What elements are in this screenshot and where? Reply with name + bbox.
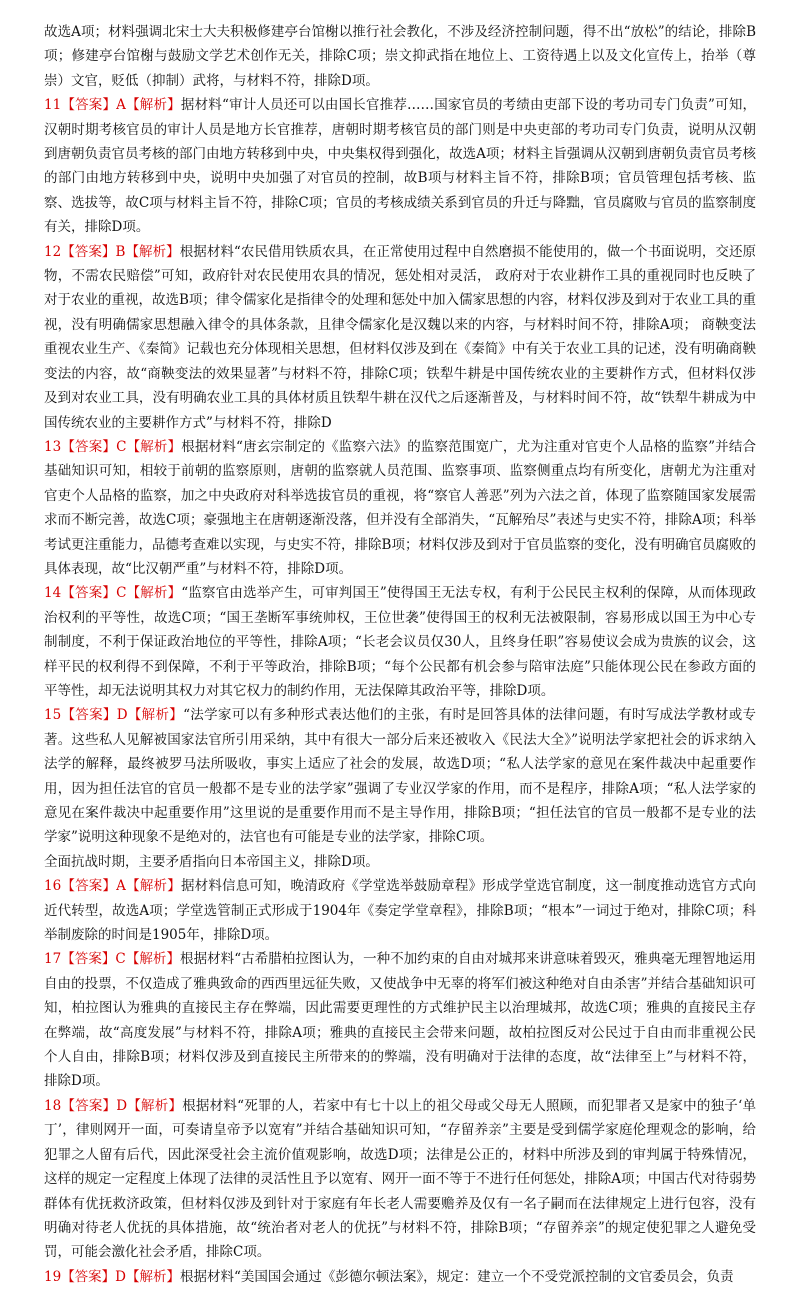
answer-text-block: [44, 850, 756, 874]
question-number: 18: [44, 1097, 62, 1114]
analysis-label: 【解析】: [127, 707, 184, 724]
analysis-label: 【解析】: [125, 951, 181, 968]
answer-label: 【答案】D: [61, 707, 128, 724]
question-number: 16: [44, 878, 62, 895]
answer-label: 【答案】C: [61, 585, 127, 602]
answer-label: 【答案】C: [61, 438, 127, 455]
analysis-label: 【解析】: [126, 1268, 181, 1285]
explanation-text: “法学家可以有多种形式表达他们的主张，有时是回答具体的法律问题，有时写成法学教材或专著。这些私人见解被国家法官所引用采纳，其中有很大一部分后来还被收入《民法大全》”说明法学家把社会的诉求纳入法学的解释，最终被罗马法所吸收，事实上适应了社会的发展，故选D项；“私人法学家的意见在案件裁决中起重要作用，因为担任法官的官员一般都不是专业的法学家”强调了专业汉学家的作用，而不是程序，排除A项；“私人法学家的意见在案件裁决中起重要作用”这里说的是重要作用而不是主导作用，排除B项；“担任法官的官员一般都不是专业的法学家”说明这种现象不是绝对的，法官也有可能是专业的法学家，排除C项。: [44, 707, 757, 846]
analysis-label: 【解析】: [126, 585, 182, 602]
answer-label: 【答案】A: [61, 97, 126, 114]
answer-text-block: [44, 20, 756, 93]
explanation-text: 根据材料“唐玄宗制定的《监察六法》的监察范围宽广，尤为注重对官吏个人品格的监察”并结合基础知识可知，相较于前朝的监察原则，唐朝的监察就人员范围、监察事项、监察侧重点均有所变化，唐朝尤为注重对官吏个人品格的监察，加之中央政府对科举选拔官员的重视，将“察官人善恶”列为六法之首，体现了监察随国家发展需求而不断完善，故选C项；豪强地主在唐朝逐渐没落，但并没有全部消失，“瓦解殆尽”表述与史实不符，排除A项；科举考试更注重能力，品德考查难以实现，与史实不符，排除B项；材料仅涉及到对于官员监察的变化，没有明确官员腐败的具体表现，故“比汉朝严重”与材料不符，排除D项。: [44, 438, 756, 577]
answer-item-17: [44, 947, 756, 1093]
question-number: 17: [44, 951, 62, 968]
analysis-label: 【解析】: [125, 878, 181, 895]
analysis-label: 【解析】: [126, 438, 182, 455]
question-number: 13: [44, 438, 62, 455]
answer-item-19: [44, 1265, 756, 1289]
question-number: 12: [44, 243, 62, 260]
answer-label: 【答案】B: [61, 243, 126, 260]
answer-item-15: [44, 703, 756, 849]
answer-item-13: [44, 435, 756, 581]
question-number: 19: [44, 1268, 62, 1285]
answer-item-16: [44, 874, 756, 947]
explanation-text: 根据材料“古希腊柏拉图认为，一种不加约束的自由对城邦来讲意味着毁灭，雅典毫无理智地运用自由的投票，不仅造成了雅典致命的西西里远征失败，又使战争中无辜的将军们被这种绝对自由杀害”并结合基础知识可知，柏拉图认为雅典的直接民主存在弊端，因此需要更理性的方式维护民主以治理城邦，故选C项；雅典的直接民主存在弊端，故“高度发展”与材料不符，排除A项；雅典的直接民主会带来问题，故柏拉图反对公民过于自由而非重视公民个人自由，排除B项；材料仅涉及到直接民主所带来的的弊端，没有明确对于法律的态度，故“法律至上”与材料不符，排除D项。: [44, 951, 756, 1090]
explanation-text: 全面抗战时期，主要矛盾指向日本帝国主义，排除D项。: [44, 853, 379, 870]
answer-item-14: [44, 581, 756, 703]
answer-label: 【答案】C: [61, 951, 126, 968]
answer-label: 【答案】A: [61, 878, 126, 895]
analysis-label: 【解析】: [127, 1097, 183, 1114]
explanation-text: 故选A项；材料强调北宋士大夫积极修建亭台馆榭以推行社会教化，不涉及经济控制问题，得不出“放松”的结论，排除B项；修建亭台馆榭与鼓励文学艺术创作无关，排除C项；崇文抑武指在地位上、工资待遇上以及文化宣传上，抬举（尊崇）文官，贬低（抑制）武将，与材料不符，排除D项。: [44, 24, 756, 89]
analysis-label: 【解析】: [125, 97, 181, 114]
explanation-text: 根据材料“死罪的人，若家中有七十以上的祖父母或父母无人照顾，而犯罪者又是家中的独子‘单丁’，律则网开一面，可奏请皇帝予以宽宥”并结合基础知识可知，“存留养亲”主要是受到儒学家庭伦理观念的影响，给犯罪之人留有后代，因此深受社会主流价值观影响，故选D项；法律是公正的，材料中所涉及到的审判属于特殊情况，这样的规定一定程度上体现了法律的灵活性且予以宽宥、网开一面不等于不进行任何惩处，排除A项；中国古代对待弱势群体有优抚救济政策，但材料仅涉及到针对于家庭有年长老人需要赡养及仅有一名子嗣而在法律规定上进行包容，没有明确对待老人优抚的具体措施，故“统治者对老人的优抚”与材料不符，排除B项；“存留养亲”的规定使犯罪之人避免受罚，可能会激化社会矛盾，排除C项。: [44, 1097, 757, 1261]
question-number: 15: [44, 707, 62, 724]
question-number: 11: [44, 97, 62, 114]
explanation-text: 根据材料“美国国会通过《彭德尔顿法案》，规定：建立一个不受党派控制的文官委员会，负责: [180, 1268, 734, 1285]
answer-item-18: [44, 1094, 756, 1265]
answer-label: 【答案】D: [61, 1268, 127, 1285]
explanation-text: “监察官由选举产生，可审判国王”使得国王无法专权，有利于公民民主权利的保障，从而体现政治权利的平等性，故选C项；“国王垄断军事统帅权，王位世袭”使得国王的权利无法被限制，容易形成以国王为中心专制制度，不利于保证政治地位的平等性，排除A项；“长老会议员仅30人，且终身任职”容易使议会成为贵族的议会，这样平民的权利得不到保障，不利于平等政治，排除B项；“每个公民都有机会参与陪审法庭”只能体现公民在参政方面的平等性，却无法说明其权力对其它权力的制约作用，无法保障其政治平等，排除D项。: [44, 585, 756, 699]
question-number: 14: [44, 585, 62, 602]
explanation-text: 据材料“审计人员还可以由国长官推荐……国家官员的考绩由吏部下设的考功司专门负责”可知，汉朝时期考核官员的审计人员是地方长官推荐，唐朝时期考核官员的部门则是中央吏部的考功司专门负责，说明从汉朝到唐朝负责官员考核的部门由地方转移到中央，中央集权得到强化，故选A项；材料主旨强调从汉朝到唐朝负责官员考核的部门由地方转移到中央，说明中央加强了对官员的控制，故B项与材料主旨不符，排除B项；官员管理包括考核、监察、选拔等，故C项与材料主旨不符，排除C项；官员的考核成绩关系到官员的升迁与降黜，官员腐败与官员的监察制度有关，排除D项。: [44, 97, 757, 236]
explanation-text: 据材料信息可知，晚清政府《学堂选举鼓励章程》形成学堂选官制度，这一制度推动选官方式向近代转型，故选A项；学堂选管制正式形成于1904年《奏定学堂章程》，排除B项；“根本”一词过于绝对，排除C项；科举制废除的时间是1905年，排除D项。: [44, 878, 757, 944]
answer-item-12: [44, 240, 756, 435]
analysis-label: 【解析】: [125, 243, 180, 260]
explanation-text: 根据材料“农民借用铁质农具，在正常使用过程中自然磨损不能使用的，做一个书面说明，交还原物，不需农民赔偿”可知，政府针对农民使用农具的情况，惩处相对灵活， 政府对于农业耕作工具的重视同时也反映了对于农业的重视，故选B项；律令儒家化是指律令的处理和惩处中加入儒家思想的内容，材料仅涉及到对于农业工具的重视，没有明确儒家思想融入律令的具体条款，且律令儒家化是汉魏以来的内容，与材料时间不符，排除A项； 商鞅变法重视农业生产、《秦简》记载也充分体现相关思想，但材料仅涉及到在《秦简》中有关于农业工具的记述，没有明确商鞅变法的内容，故“商鞅变法的效果显著”与材料不符，排除C项；铁犁牛耕是中国传统农业的主要耕作方式，但材料仅涉及到对农业工具，没有明确农业工具的具体材质且铁犁牛耕在汉代之后逐渐普及，与材料时间不符，故“铁犁牛耕成为中国传统农业的主要耕作方式”与材料不符，排除D: [44, 243, 757, 431]
answer-item-11: [44, 93, 756, 239]
answer-label: 【答案】D: [61, 1097, 128, 1114]
